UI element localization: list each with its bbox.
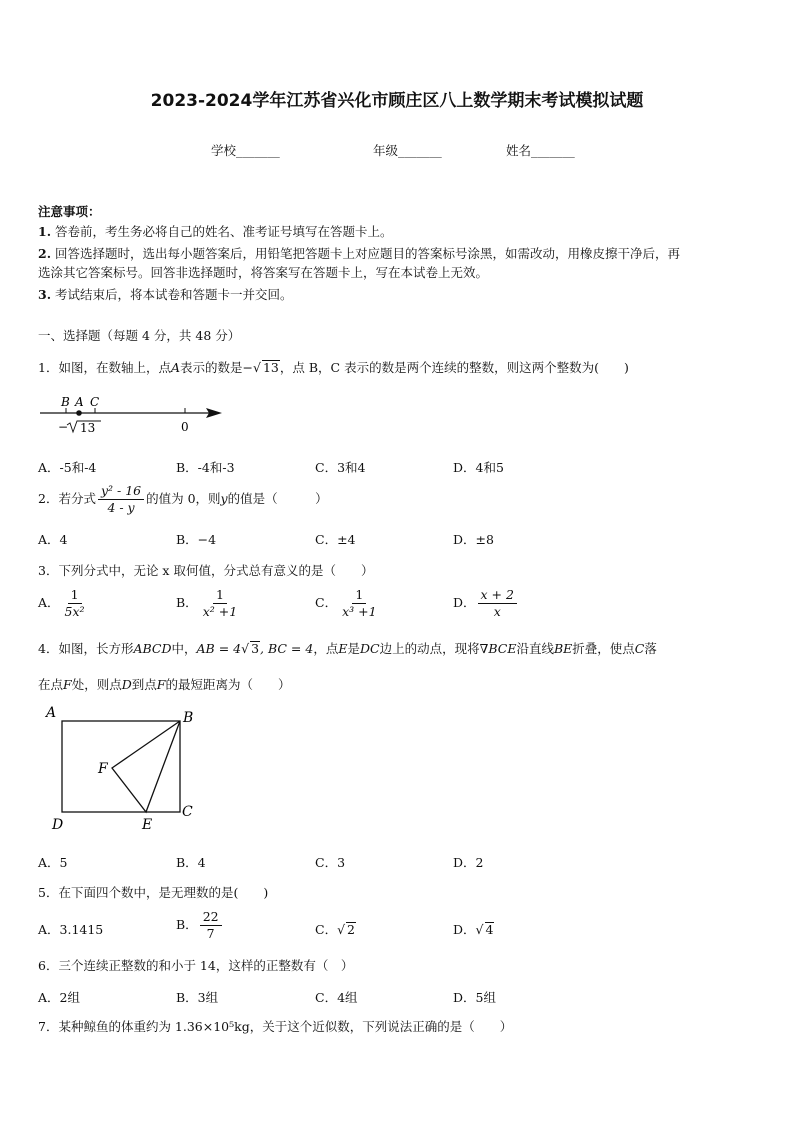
question-7-stem: 7．某种鲸鱼的体重约为 1.36×10⁵kg，关于这个近似数，下列说法正确的是（ ） (38, 1019, 513, 1034)
fraction-numerator: x + 2 (478, 588, 517, 604)
q4-rect-name: ABCD (133, 641, 172, 656)
q4-text: 处，则点 (71, 677, 122, 692)
label-b: B (61, 395, 70, 409)
label-c: C (182, 804, 193, 820)
notice-item-number: 3. (38, 287, 52, 302)
q1-option-d: D．4和5 (453, 460, 504, 475)
notice-item-number: 2. (38, 246, 52, 261)
grade-field: 年级_______ (373, 143, 442, 158)
option-radicand: 4 (485, 922, 494, 937)
q2-text: 的值为 0，则 (146, 491, 221, 506)
q1-radicand: 13 (262, 360, 279, 375)
notice-item-number: 1. (38, 224, 52, 239)
q2-fraction (98, 484, 144, 515)
label-b: B (183, 710, 194, 726)
q3-option-c (315, 588, 382, 619)
notice-item-text: 考试结束后，将本试卷和答题卡一并交回。 (55, 287, 293, 302)
option-fraction (200, 910, 222, 941)
q4-text: 边上的动点，现将 (379, 641, 480, 656)
q2-option-b: B．−4 (176, 532, 217, 547)
q4-text: 沿直线 (516, 641, 554, 656)
q4-text: 到点 (131, 677, 157, 692)
q1-option-b: B．-4和-3 (176, 460, 235, 475)
q4-line-be: BE (553, 641, 573, 656)
rectangle-abcd (62, 721, 180, 812)
label-a: A (46, 705, 57, 721)
option-fraction (339, 588, 379, 619)
option-label: D． (453, 922, 476, 937)
fraction-numerator: 1 (213, 588, 227, 604)
label-minus: − (58, 420, 69, 434)
q1-point-a: A (170, 360, 180, 375)
q2-option-d: D．±8 (453, 532, 494, 547)
option-label: A． (38, 595, 60, 610)
option-fraction (478, 588, 517, 619)
label-e: E (142, 817, 153, 833)
q5-option-a: A．3.1415 (38, 922, 104, 937)
q4-option-d: D．2 (453, 855, 484, 870)
q4-text: 是 (347, 641, 360, 656)
q4-text: 落 (644, 641, 657, 656)
fraction-denominator: x³ +1 (342, 604, 377, 619)
q4-point-d: D (121, 677, 132, 692)
q4-point-f: F (63, 677, 72, 692)
q4-text: 4．如图，长方形 (38, 641, 134, 656)
label-a: A (75, 395, 84, 409)
q2-text: 的值是（ ） (227, 491, 328, 506)
notice-item-text: 选涂其它答案标号。回答非选择题时，将答案写在答题卡上，写在本试卷上无效。 (38, 265, 489, 280)
q4-option-c: C．3 (315, 855, 346, 870)
q5-option-c: C．√ 2 (315, 922, 355, 937)
q1-text: 表示的数是 (180, 360, 243, 375)
q4-triangle: ∇BCE (479, 641, 517, 656)
option-label: D． (453, 595, 476, 610)
option-label: B． (176, 595, 198, 610)
q4-text: 折叠，使点 (572, 641, 635, 656)
question-6-stem: 6．三个连续正整数的和小于 14，这样的正整数有（ ） (38, 958, 354, 973)
option-label: C． (315, 595, 338, 610)
notice-item-1 (38, 222, 393, 242)
triangle-bfe (112, 721, 180, 812)
q4-text: ，点 (313, 641, 339, 656)
q2-variable: y (220, 491, 228, 506)
question-4-stem-line-2 (38, 675, 290, 695)
label-zero: 0 (181, 420, 189, 434)
q3-option-d (453, 588, 519, 619)
exam-title: 2023-2024学年江苏省兴化市顾庄区八上数学期末考试模拟试题 (150, 91, 644, 111)
q4-point-e: E (338, 641, 348, 656)
school-field: 学校_______ (211, 143, 280, 158)
notice-item-text: 答卷前，考生务必将自己的姓名、准考证号填写在答题卡上。 (55, 224, 393, 239)
q4-radicand: 3 (251, 641, 260, 656)
question-4-stem-line-1: 4．如图，长方形ABCD中，AB = 4√ 3, BC = 4，点E是DC边上的动点，现将∇BCE沿直线BE折叠，使点C落 (38, 641, 657, 656)
option-radicand: 2 (347, 922, 355, 937)
q1-minus: − (242, 360, 253, 375)
q2-option-c: C．±4 (315, 532, 356, 547)
q5-option-d: D．√ 4 (453, 922, 494, 937)
q4-option-a: A．5 (38, 855, 68, 870)
q4-option-b: B．4 (176, 855, 206, 870)
q4-ab-expr: AB = 4 (196, 641, 242, 656)
q3-option-b (176, 588, 242, 619)
q4-point-c: C (634, 641, 645, 656)
section-heading: 一、选择题（每题 4 分，共 48 分） (38, 328, 241, 343)
question-5-stem: 5．在下面四个数中，是无理数的是( ) (38, 885, 269, 900)
q6-option-d: D．5组 (453, 990, 496, 1005)
fraction-denominator: x (493, 604, 501, 619)
fraction-numerator: 22 (200, 910, 222, 926)
q4-side-dc: DC (360, 641, 380, 656)
question-2-stem (38, 484, 328, 515)
fraction-denominator: x² +1 (202, 604, 238, 619)
q2-fraction-numerator: y² - 16 (98, 484, 144, 500)
q6-option-c: C．4组 (315, 990, 358, 1005)
number-line-figure (38, 395, 228, 437)
q1-option-c: C．3和4 (315, 460, 366, 475)
fraction-denominator: 5x² (64, 604, 85, 619)
q4-text: 中， (171, 641, 197, 656)
notice-item-text: 回答选择题时，选出每小题答案后，用铅笔把答题卡上对应题目的答案标号涂黑，如需改动，用橡皮擦干净后，再 (55, 246, 681, 261)
q6-option-a: A．2组 (38, 990, 80, 1005)
notice-item-3 (38, 285, 293, 305)
question-3-stem: 3．下列分式中，无论 x 取何值，分式总有意义的是（ ） (38, 563, 374, 578)
q1-text: ，点 B，C 表示的数是两个连续的整数，则这两个整数为( ) (279, 360, 629, 375)
notice-item-2-cont (38, 263, 488, 283)
q4-text: 的最短距离为（ ） (165, 677, 291, 692)
notice-heading: 注意事项： (38, 204, 101, 219)
q4-bc-expr: , BC = 4 (260, 641, 314, 656)
q2-text: 2．若分式 (38, 491, 96, 506)
q3-option-a (38, 588, 90, 619)
notice-item-2 (38, 244, 680, 264)
point-a-dot (76, 410, 82, 416)
q4-text: 在点 (38, 677, 64, 692)
rectangle-fold-figure (40, 700, 210, 838)
option-fraction (200, 588, 240, 619)
fraction-denominator: 7 (206, 926, 215, 941)
option-fraction (62, 588, 88, 619)
option-label: B． (176, 917, 198, 932)
option-label: C． (315, 922, 338, 937)
question-1-stem: 1．如图，在数轴上，点A表示的数是−√ 13，点 B，C 表示的数是两个连续的整数，则这两个整数为( ) (38, 360, 629, 375)
fraction-numerator: 1 (68, 588, 82, 604)
label-c: C (90, 395, 100, 409)
q2-option-a: A．4 (38, 532, 68, 547)
q5-option-b (176, 910, 224, 941)
q4-point-f: F (156, 677, 166, 692)
fraction-numerator: 1 (352, 588, 366, 604)
q1-option-a: A．-5和-4 (38, 460, 97, 475)
q1-text: 1．如图，在数轴上，点 (38, 360, 171, 375)
q2-fraction-denominator: 4 - y (107, 500, 135, 515)
label-radicand: 13 (80, 421, 96, 435)
name-field: 姓名_______ (506, 143, 575, 158)
label-f: F (98, 761, 108, 777)
label-d: D (52, 817, 64, 833)
q6-option-b: B．3组 (176, 990, 219, 1005)
